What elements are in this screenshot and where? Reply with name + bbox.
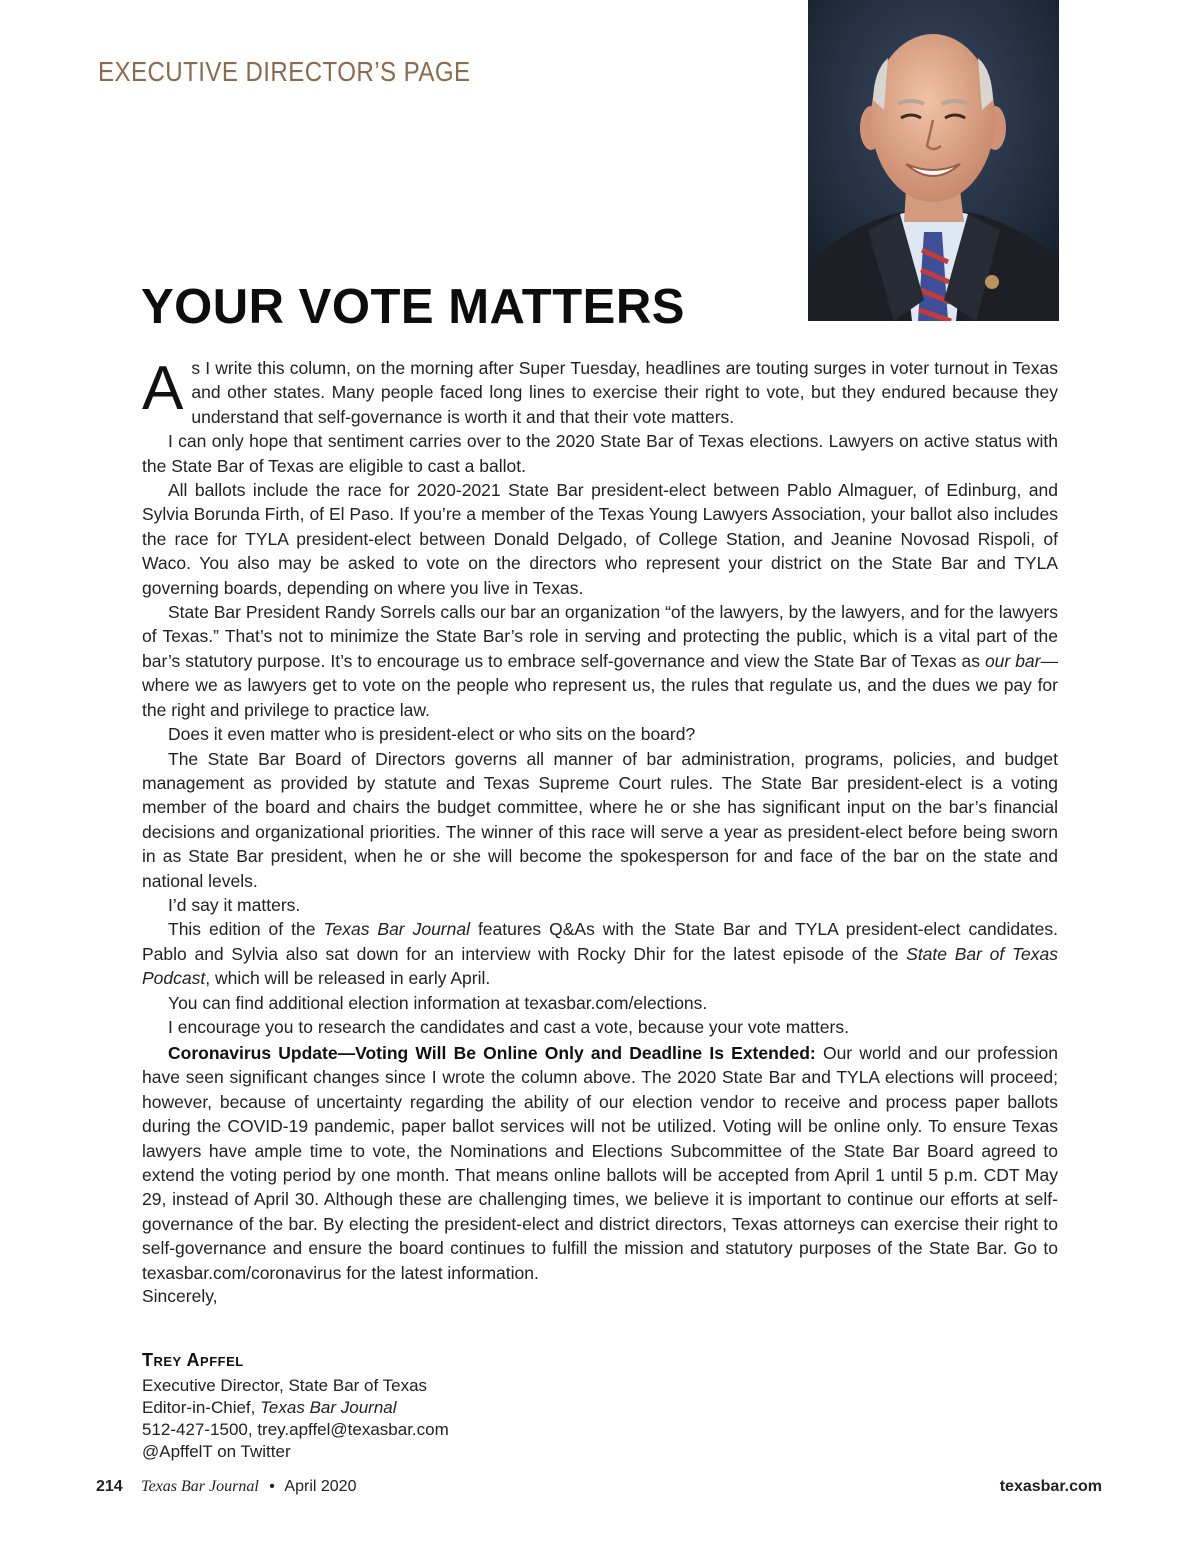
author-title: Executive Director, State Bar of Texas bbox=[142, 1376, 428, 1395]
update-heading: Coronavirus Update—Voting Will Be Online Only and Deadline Is Extended: bbox=[168, 1043, 816, 1063]
author-contact: 512-427-1500, trey.apffel@texasbar.com bbox=[142, 1420, 449, 1439]
article-title: YOUR VOTE MATTERS bbox=[141, 280, 685, 334]
paragraph: I can only hope that sentiment carries over to the 2020 State Bar of Texas elections. Lawyers on active status with the State Bar of Texas are eligible to cast a ballot. bbox=[142, 431, 1058, 476]
signature-block bbox=[142, 1349, 449, 1463]
paragraph: The State Bar Board of Directors governs all manner of bar administration, programs, policies, and budget management as provided by statute and Texas Supreme Court rules. The State Bar president-elect is a voting member of the board and chairs the budget committee, where he or she has significant input on the bar’s financial decisions and organizational priorities. The winner of this race will serve a year as president-elect before being sworn in as State Bar president, when he or she will become the spokesperson for and face of the bar on the state and national levels. bbox=[142, 748, 1058, 891]
paragraph: This edition of the Texas Bar Journal features Q&As with the State Bar and TYLA president-elect candidates. Pablo and Sylvia also sat down for an interview with Rocky Dhir for the latest episode of the State Bar of Texas Podcast, which will be released in early April. bbox=[142, 919, 1059, 989]
update-body: Our world and our profession have seen significant changes since I wrote the column above. The 2020 State Bar and TYLA elections will proceed; however, because of uncertainty regarding the ability of our election vendor to receive and process paper ballots during the COVID-19 pandemic, paper ballot services will not be utilized. Voting will be online only. To ensure Texas lawyers have ample time to vote, the Nominations and Elections Subcommittee of the State Bar Board agreed to extend the voting period by one month. That means online ballots will be accepted from April 1 until 5 p.m. CDT May 29, instead of April 30. Although these are challenging times, we believe it is important to continue our efforts at self-governance of the bar. By electing the president-elect and district directors, Texas attorneys can exercise their right to self-governance and ensure the board continues to fulfill the mission and statutory purposes of the State Bar. Go to texasbar.com/coronavirus for the latest information. bbox=[142, 1043, 1058, 1283]
article-body bbox=[142, 356, 1058, 1039]
closing: Sincerely, bbox=[142, 1286, 218, 1306]
paragraph: I’d say it matters. bbox=[168, 894, 301, 915]
paragraph: You can find additional election information at texasbar.com/elections. bbox=[168, 992, 708, 1013]
page-number: 214 bbox=[96, 1478, 123, 1495]
paragraph: State Bar President Randy Sorrels calls our bar an organization “of the lawyers, by the lawyers, and for the lawyers of Texas.” That’s not to minimize the State Bar’s role in serving and protecting the public, which is a vital part of the bar’s statutory purpose. It’s to encourage us to embrace self-governance and view the State Bar of Texas as our bar—where we as lawyers get to vote on the people who represent us, the rules that regulate us, and the dues we pay for the right and privilege to practice law. bbox=[142, 602, 1059, 720]
section-label: EXECUTIVE DIRECTOR’S PAGE bbox=[98, 56, 471, 87]
author-portrait bbox=[808, 0, 1059, 321]
author-title-2: Editor-in-Chief, Texas Bar Journal bbox=[142, 1398, 397, 1417]
paragraph: I encourage you to research the candidates and cast a vote, because your vote matters. bbox=[168, 1016, 849, 1037]
coronavirus-update bbox=[142, 1041, 1058, 1285]
journal-name: Texas Bar Journal bbox=[141, 1478, 259, 1495]
paragraph: All ballots include the race for 2020-2021 State Bar president-elect between Pablo Almaguer, of Edinburg, and Sylvia Borunda Firth, of El Paso. If you’re a member of the Texas Young Lawyers Association, your ballot also includes the race for TYLA president-elect between Donald Delgado, of College Station, and Jeanine Novosad Rispoli, of Waco. You also may be asked to vote on the directors who represent your district on the State Bar and TYLA governing boards, depending on where you live in Texas. bbox=[142, 480, 1058, 598]
portrait-illustration bbox=[808, 0, 1059, 321]
author-twitter: @ApffelT on Twitter bbox=[142, 1442, 291, 1461]
footer-separator: • bbox=[269, 1478, 275, 1495]
footer-website: texasbar.com bbox=[999, 1478, 1102, 1495]
footer-left bbox=[96, 1478, 356, 1496]
drop-cap: A bbox=[142, 354, 184, 423]
issue-date: April 2020 bbox=[284, 1478, 357, 1495]
paragraph: As I write this column, on the morning after Super Tuesday, headlines are touting surges in voter turnout in Texas and other states. Many people faced long lines to exercise their right to vote, but they endured because they understand that self-governance is worth it and that their vote matters. bbox=[142, 354, 1058, 427]
paragraph: Does it even matter who is president-elect or who sits on the board? bbox=[168, 724, 696, 745]
author-name: Trey Apffel bbox=[142, 1350, 244, 1370]
